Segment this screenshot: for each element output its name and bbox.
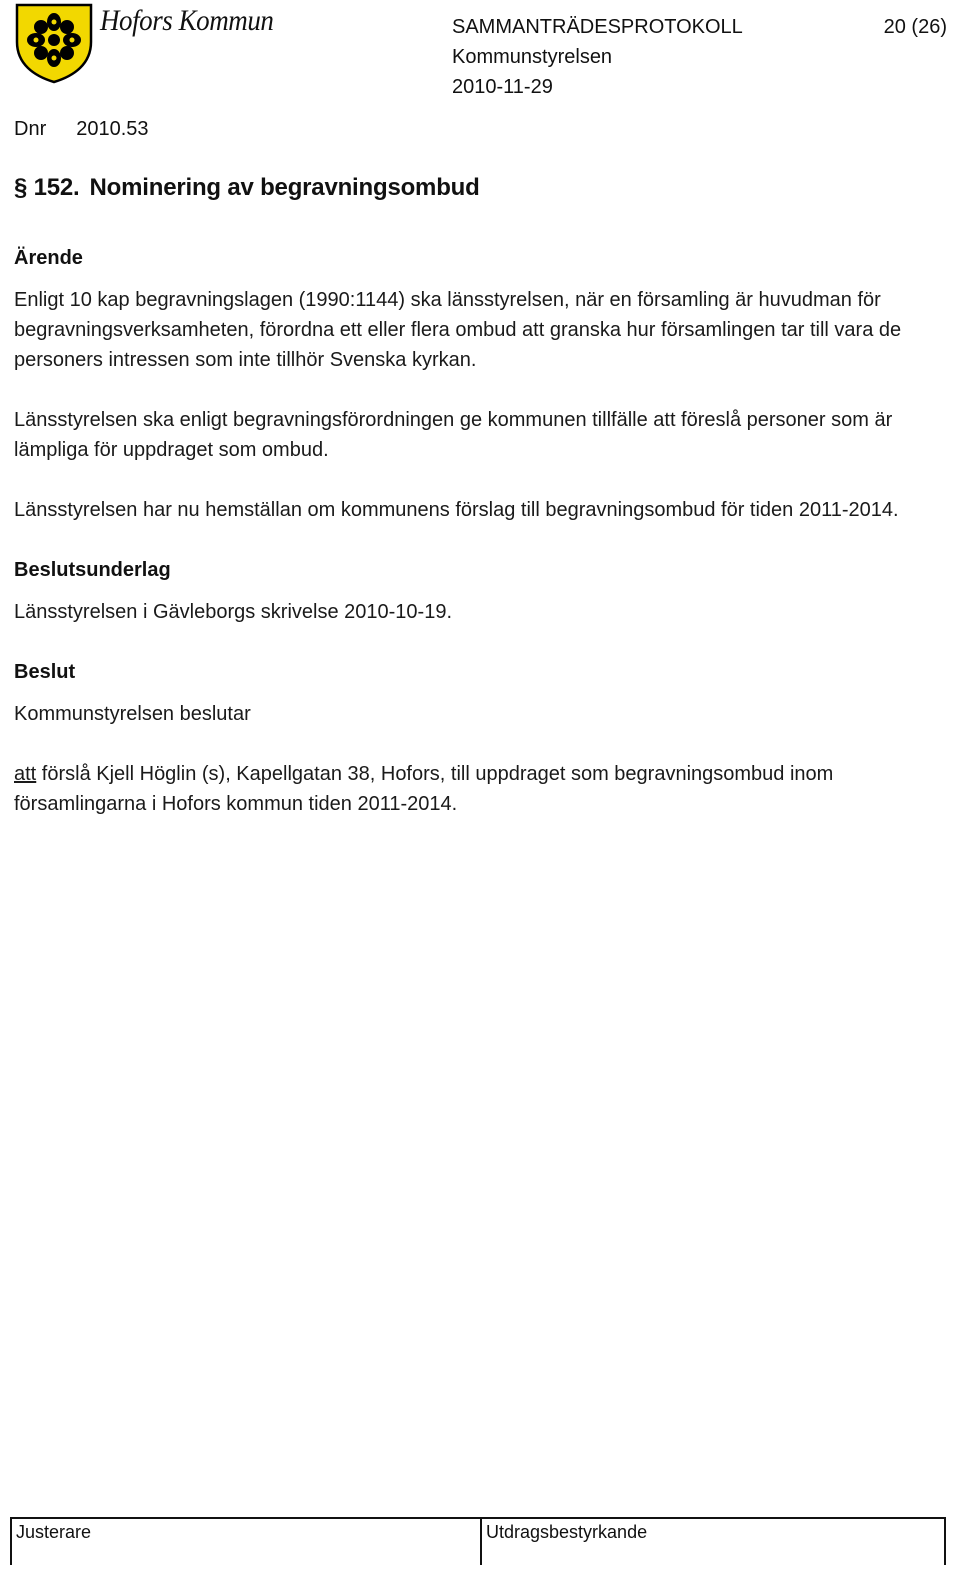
beslutsunderlag-text: Länsstyrelsen i Gävleborgs skrivelse 2010-10-19.	[14, 601, 452, 623]
footer-divider	[10, 1519, 12, 1565]
footer-divider	[480, 1519, 482, 1565]
document-type: SAMMANTRÄDESPROTOKOLL	[452, 16, 743, 38]
arende-paragraph: Enligt 10 kap begravningslagen (1990:1144) ska länsstyrelsen, när en församling är huvudman för begravningsverksamheten, förordna ett eller flera ombud att granska hur församlingen tar till vara de personers intressen som inte tillhör Svenska kyrkan.	[14, 289, 902, 371]
signature-footer	[10, 1517, 946, 1565]
footer-divider	[944, 1519, 946, 1565]
coat-of-arms-icon	[14, 2, 94, 84]
section-heading	[14, 174, 480, 202]
dnr-label: Dnr	[14, 118, 47, 140]
arende-paragraph: Länsstyrelsen har nu hemställan om kommunens förslag till begravningsombud för tiden 2011-2014.	[14, 499, 899, 521]
decision-text: förslå Kjell Höglin (s), Kapellgatan 38, Hofors, till uppdraget som begravningsombud inom församlingarna i Hofors kommun tiden 2011-2014.	[14, 763, 834, 815]
beslutsunderlag-heading: Beslutsunderlag	[14, 559, 171, 581]
paragraph-number: § 152.	[14, 174, 80, 201]
arende-heading: Ärende	[14, 247, 83, 269]
protocol-header	[452, 12, 947, 102]
beslut-intro: Kommunstyrelsen beslutar	[14, 703, 251, 725]
meeting-date: 2010-11-29	[452, 76, 553, 98]
protocol-body	[14, 243, 946, 819]
dnr-value: 2010.53	[76, 118, 149, 140]
municipality-logo	[14, 2, 274, 84]
utdragsbestyrkande-label: Utdragsbestyrkande	[486, 1522, 648, 1542]
diary-number	[14, 118, 149, 141]
justerare-label: Justerare	[16, 1522, 92, 1542]
beslut-decision	[14, 759, 946, 819]
section-title: Nominering av begravningsombud	[89, 174, 480, 201]
arende-paragraph: Länsstyrelsen ska enligt begravningsförordningen ge kommunen tillfälle att föreslå personer som är lämpliga för uppdraget som ombud.	[14, 409, 893, 461]
page-number: 20 (26)	[883, 16, 947, 38]
beslut-heading: Beslut	[14, 661, 76, 683]
logo-wordmark: Hofors Kommun	[100, 4, 274, 37]
committee-name: Kommunstyrelsen	[452, 46, 613, 68]
att-keyword: att	[14, 763, 37, 785]
